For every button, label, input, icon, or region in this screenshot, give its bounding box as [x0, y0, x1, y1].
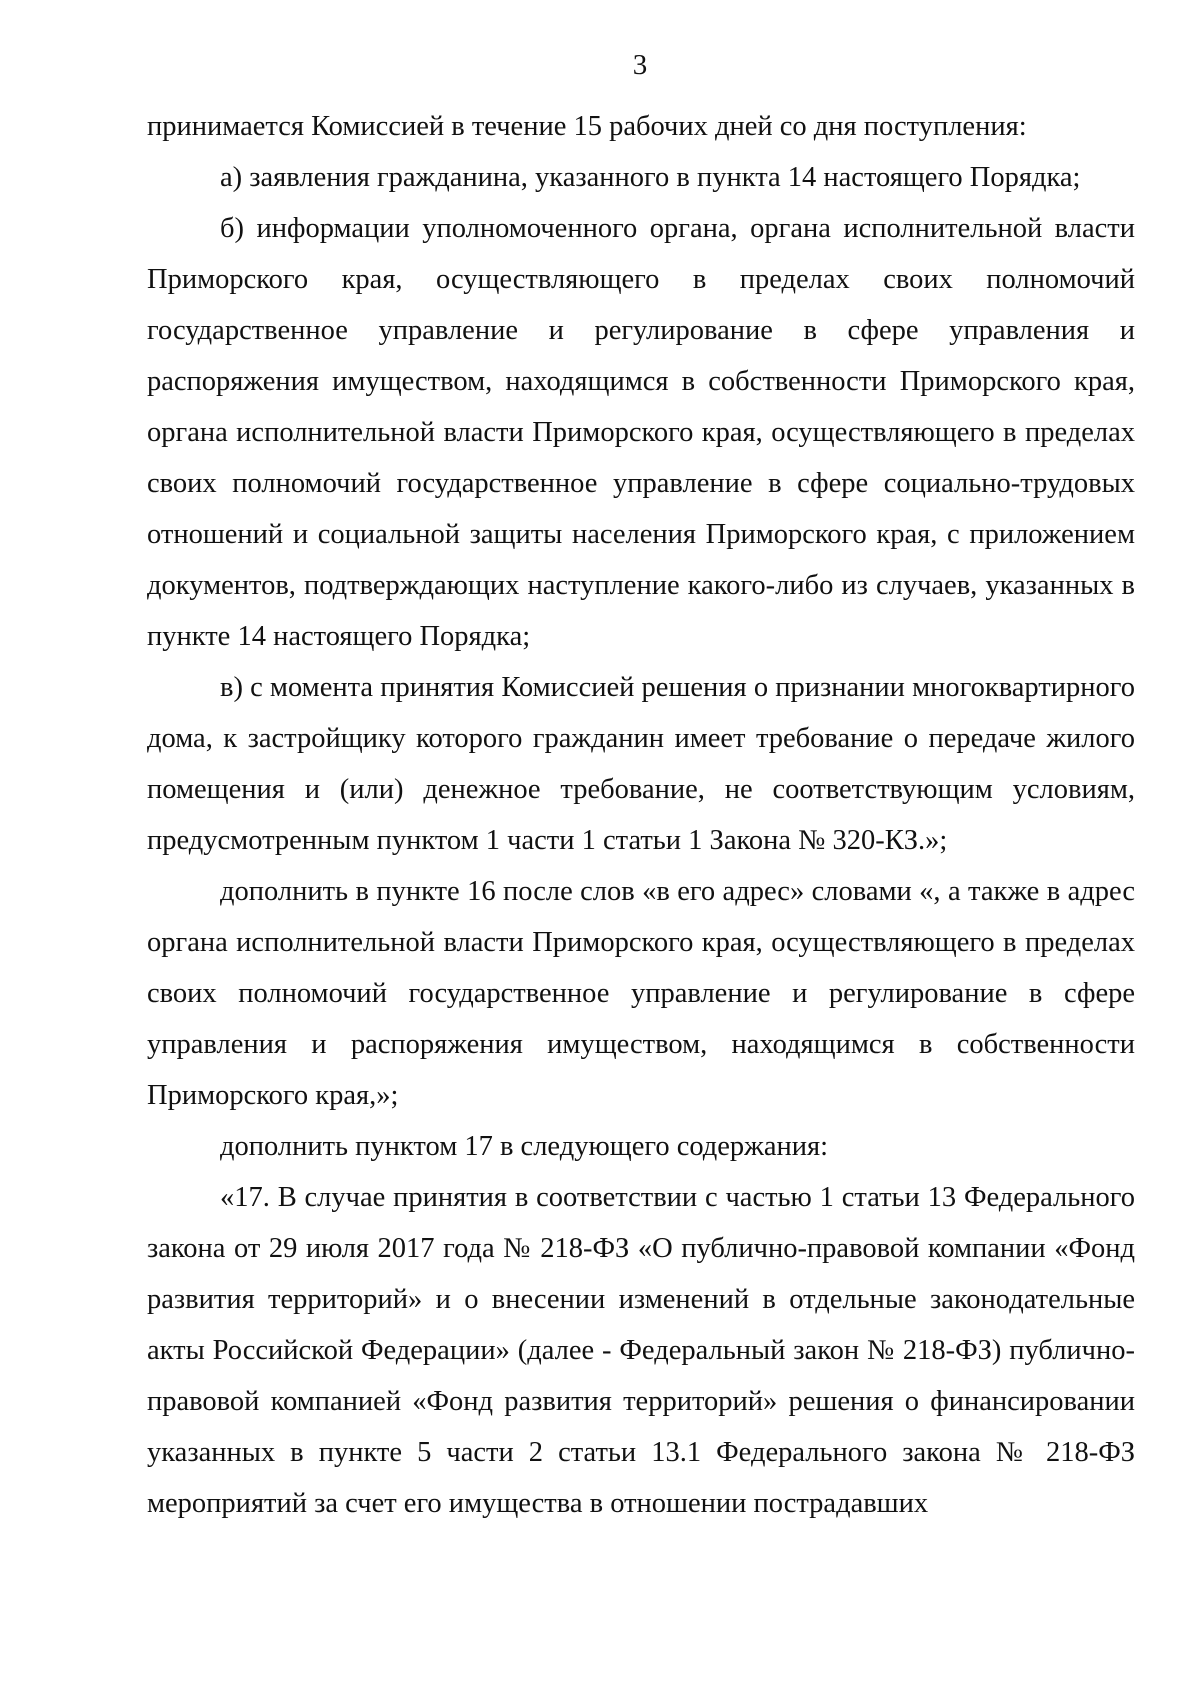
paragraph-amend-16: дополнить в пункте 16 после слов «в его адрес» словами «, а также в адрес органа исполнительной власти Приморского края, осуществляющего в пределах своих полномочий государственное управление и регулирование в сфере управления и распоряжения имуществом, находящимся в собственности Приморского края,»; — [147, 876, 1135, 1111]
paragraph-intro: принимается Комиссией в течение 15 рабочих дней со дня поступления: — [147, 111, 1027, 142]
paragraph-item-a: а) заявления гражданина, указанного в пункта 14 настоящего Порядка; — [220, 162, 1081, 193]
paragraph-17-text: «17. В случае принятия в соответствии с частью 1 статьи 13 Федерального закона от 29 июля 2017 года № 218-ФЗ «О публично-правовой компании «Фонд развития территорий» и о внесении изменений в отдельные законодательные акты Российской Федерации» (далее - Федеральный закон № 218-ФЗ) публично-правовой компанией «Фонд развития территорий» решения о финансировании указанных в пункте 5 части 2 статьи 13.1 Федерального закона № 218-ФЗ мероприятий за счет его имущества в отношении пострадавших — [147, 1182, 1135, 1519]
paragraph-add-17: дополнить пунктом 17 в следующего содержания: — [220, 1131, 829, 1162]
document-body — [147, 101, 1135, 1529]
page-number: 3 — [632, 49, 648, 81]
paragraph-item-v: в) с момента принятия Комиссией решения о признании многоквартирного дома, к застройщику которого гражданин имеет требование о передаче жилого помещения и (или) денежное требование, не соответствующим условиям, предусмотренным пунктом 1 части 1 статьи 1 Закона № 320-КЗ.»; — [147, 672, 1135, 856]
paragraph-item-b: б) информации уполномоченного органа, органа исполнительной власти Приморского края, осуществляющего в пределах своих полномочий государственное управление и регулирование в сфере управления и распоряжения имуществом, находящимся в собственности Приморского края, органа исполнительной власти Приморского края, осуществляющего в пределах своих полномочий государственное управление в сфере социально-трудовых отношений и социальной защиты населения Приморского края, с приложением документов, подтверждающих наступление какого-либо из случаев, указанных в пункте 14 настоящего Порядка; — [147, 213, 1135, 652]
